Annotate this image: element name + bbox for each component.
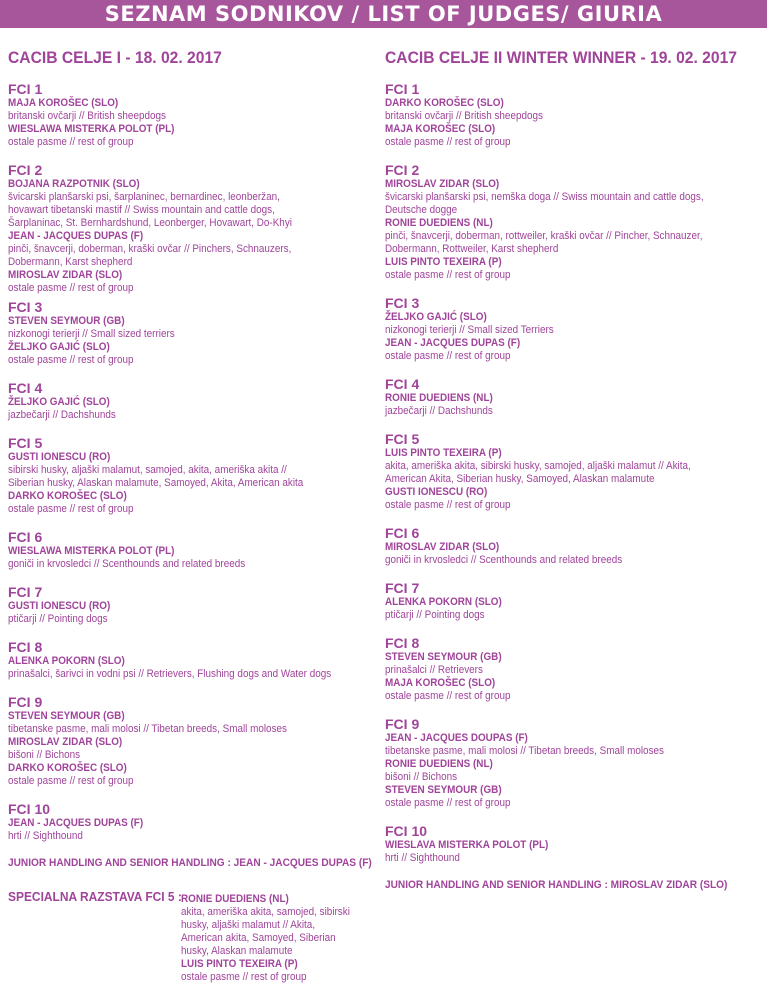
breed-line: Siberian husky, Alaskan malamute, Samoyed, Akita, American akita	[8, 477, 304, 489]
breed-line: goniči in krvosledci // Scenthounds and related breeds	[385, 554, 623, 566]
fci-group-title: FCI 9	[385, 716, 420, 732]
judge-name: ALENKA POKORN (SLO)	[8, 655, 125, 667]
fci-group	[385, 163, 757, 282]
judge-name: ALENKA POKORN (SLO)	[385, 596, 502, 608]
breed-line: Dobermann, Rottweiler, Karst shepherd	[385, 243, 559, 255]
fci-group	[385, 432, 757, 512]
breed-line: American Akita, Siberian husky, Samoyed, Alaskan malamute	[385, 473, 655, 485]
fci-group-title: FCI 1	[385, 81, 420, 97]
breed-line: ostale pasme // rest of group	[385, 690, 511, 702]
breed-line: ostale pasme // rest of group	[8, 282, 134, 294]
judge-name: MAJA KOROŠEC (SLO)	[385, 123, 496, 135]
fci-group	[8, 695, 380, 788]
breed-line: hrti // Sighthound	[385, 852, 460, 864]
page-banner	[0, 0, 767, 28]
judge-name: WIESLAVA MISTERKA POLOT (PL)	[385, 839, 549, 851]
breed-line: akita, ameriška akita, sibirski husky, samojed, aljaški malamut // Akita,	[385, 460, 691, 472]
fci-group	[8, 162, 380, 294]
judge-name: MIROSLAV ZIDAR (SLO)	[8, 269, 123, 281]
judge-name: STEVEN SEYMOUR (GB)	[385, 784, 502, 796]
breed-line: ptičarji // Pointing dogs	[385, 609, 485, 621]
fci-group-title: FCI 1	[8, 81, 43, 97]
breed-line: bišoni // Bichons	[385, 771, 458, 783]
fci-group-title: FCI 8	[385, 635, 420, 651]
judge-name: GUSTI IONESCU (RO)	[8, 451, 111, 463]
breed-line: ostale pasme // rest of group	[8, 354, 134, 366]
judge-name: JEAN - JACQUES DUPAS (F)	[8, 817, 144, 829]
judge-name: LUIS PINTO TEXEIRA (P)	[385, 256, 502, 268]
show-2-groups	[385, 82, 757, 865]
page-title: SEZNAM SODNIKOV / LIST OF JUDGES/ GIURIA	[104, 2, 663, 26]
judge-name: GUSTI IONESCU (RO)	[385, 486, 488, 498]
fci-group	[8, 530, 380, 571]
breed-line: tibetanske pasme, mali molosi // Tibetan breeds, Small moloses	[8, 723, 287, 735]
fci-group	[8, 640, 380, 681]
fci-group	[8, 585, 380, 626]
breed-line: britanski ovčarji // British sheepdogs	[8, 110, 166, 122]
judge-name: DARKO KOROŠEC (SLO)	[8, 762, 127, 774]
fci-group-title: FCI 3	[385, 295, 420, 311]
judge-name: ŽELJKO GAJIĆ (SLO)	[385, 311, 487, 323]
breed-line: pinči, šnavcerji, doberman, rottweiler, kraški ovčar // Pincher, Schnauzer,	[385, 230, 703, 242]
fci-group	[385, 717, 757, 810]
fci-group	[8, 381, 380, 422]
show-1-groups	[8, 82, 380, 843]
breed-line: pinči, šnavcerji, doberman, kraški ovčar // Pinchers, Schnauzers,	[8, 243, 292, 255]
fci-group-title: FCI 4	[8, 380, 43, 396]
fci-group	[8, 436, 380, 516]
breed-line: jazbečarji // Dachshunds	[8, 409, 116, 421]
judge-name: JEAN - JACQUES DOUPAS (F)	[385, 732, 528, 744]
breed-line: American akita, Samoyed, Siberian	[181, 932, 336, 944]
judge-name: LUIS PINTO TEXEIRA (P)	[181, 958, 298, 970]
fci-group-title: FCI 7	[8, 584, 43, 600]
fci-group-title: FCI 10	[385, 823, 428, 839]
show-2-title: CACIB CELJE II WINTER WINNER - 19. 02. 2017	[385, 48, 737, 67]
breed-line: ptičarji // Pointing dogs	[8, 613, 108, 625]
judge-name: WIESLAWA MISTERKA POLOT (PL)	[8, 123, 175, 135]
breed-line: husky, Alaskan malamute	[181, 945, 293, 957]
breed-line: ostale pasme // rest of group	[385, 269, 511, 281]
judge-name: RONIE DUEDIENS (NL)	[385, 392, 493, 404]
judge-name: JEAN - JACQUES DUPAS (F)	[385, 337, 521, 349]
breed-line: ostale pasme // rest of group	[385, 499, 511, 511]
judge-name: DARKO KOROŠEC (SLO)	[385, 97, 504, 109]
fci-group-title: FCI 7	[385, 580, 420, 596]
fci-group	[385, 526, 757, 567]
judge-name: STEVEN SEYMOUR (GB)	[8, 315, 125, 327]
judge-name: MIROSLAV ZIDAR (SLO)	[385, 541, 500, 553]
breed-line: akita, ameriška akita, samojed, sibirski	[181, 906, 350, 918]
judge-name: MAJA KOROŠEC (SLO)	[385, 677, 496, 689]
breed-line: prinašalci // Retrievers	[385, 664, 483, 676]
breed-line: husky, aljaški malamut // Akita,	[181, 919, 316, 931]
breed-line: Dobermann, Karst shepherd	[8, 256, 133, 268]
fci-group-title: FCI 6	[385, 525, 420, 541]
breed-line: jazbečarji // Dachshunds	[385, 405, 493, 417]
fci-group-title: FCI 8	[8, 639, 43, 655]
show-1-title: CACIB CELJE I - 18. 02. 2017	[8, 48, 222, 67]
fci-group	[8, 300, 380, 367]
judge-name: LUIS PINTO TEXEIRA (P)	[385, 447, 502, 459]
fci-group	[385, 581, 757, 622]
judge-name: BOJANA RAZPOTNIK (SLO)	[8, 178, 140, 190]
fci-group-title: FCI 6	[8, 529, 43, 545]
fci-group-title: FCI 3	[8, 299, 43, 315]
breed-line: goniči in krvosledci // Scenthounds and related breeds	[8, 558, 246, 570]
judge-name: RONIE DUEDIENS (NL)	[181, 893, 289, 905]
show-1-handling: JUNIOR HANDLING AND SENIOR HANDLING : JEAN - JACQUES DUPAS (F)	[8, 857, 372, 869]
breed-line: švicarski planšarski psi, nemška doga // Swiss mountain and cattle dogs,	[385, 191, 704, 203]
show-1-column	[8, 48, 380, 984]
breed-line: ostale pasme // rest of group	[181, 971, 307, 983]
fci-group-title: FCI 2	[8, 162, 43, 178]
judge-name: STEVEN SEYMOUR (GB)	[8, 710, 125, 722]
fci-group-title: FCI 10	[8, 801, 51, 817]
breed-line: ostale pasme // rest of group	[385, 136, 511, 148]
breed-line: nizkonogi terierji // Small sized terriers	[8, 328, 175, 340]
fci-group-title: FCI 4	[385, 376, 420, 392]
special-show-judges	[181, 893, 380, 984]
judge-name: MIROSLAV ZIDAR (SLO)	[8, 736, 123, 748]
judge-name: GUSTI IONESCU (RO)	[8, 600, 111, 612]
breed-line: prinašalci, šarivci in vodni psi // Retrievers, Flushing dogs and Water dogs	[8, 668, 332, 680]
judge-name: MIROSLAV ZIDAR (SLO)	[385, 178, 500, 190]
breed-line: ostale pasme // rest of group	[8, 136, 134, 148]
breed-line: bišoni // Bichons	[8, 749, 81, 761]
judge-name: WIESLAWA MISTERKA POLOT (PL)	[8, 545, 175, 557]
fci-group	[8, 82, 380, 149]
breed-line: hrti // Sighthound	[8, 830, 83, 842]
judge-name: DARKO KOROŠEC (SLO)	[8, 490, 127, 502]
judge-name: RONIE DUEDIENS (NL)	[385, 217, 493, 229]
fci-group	[385, 377, 757, 418]
breed-line: ostale pasme // rest of group	[8, 503, 134, 515]
special-show	[8, 888, 380, 984]
breed-line: tibetanske pasme, mali molosi // Tibetan breeds, Small moloses	[385, 745, 664, 757]
breed-line: švicarski planšarski psi, šarplaninec, bernardinec, leonberžan,	[8, 191, 280, 203]
breed-line: Deutsche dogge	[385, 204, 458, 216]
breed-line: ostale pasme // rest of group	[385, 350, 511, 362]
breed-line: ostale pasme // rest of group	[8, 775, 134, 787]
special-show-title: SPECIALNA RAZSTAVA FCI 5 :	[8, 889, 182, 904]
judge-name: RONIE DUEDIENS (NL)	[385, 758, 493, 770]
fci-group-title: FCI 5	[8, 435, 43, 451]
fci-group	[385, 296, 757, 363]
fci-group	[385, 636, 757, 703]
fci-group	[385, 824, 757, 865]
judge-name: ŽELJKO GAJIĆ (SLO)	[8, 396, 110, 408]
judge-name: ŽELJKO GAJIĆ (SLO)	[8, 341, 110, 353]
show-2-column	[385, 48, 757, 892]
show-2-handling: JUNIOR HANDLING AND SENIOR HANDLING : MIROSLAV ZIDAR (SLO)	[385, 879, 728, 891]
breed-line: britanski ovčarji // British sheepdogs	[385, 110, 543, 122]
breed-line: nizkonogi terierji // Small sized Terriers	[385, 324, 554, 336]
judge-name: STEVEN SEYMOUR (GB)	[385, 651, 502, 663]
fci-group	[385, 82, 757, 149]
breed-line: ostale pasme // rest of group	[385, 797, 511, 809]
judge-name: JEAN - JACQUES DUPAS (F)	[8, 230, 144, 242]
fci-group-title: FCI 2	[385, 162, 420, 178]
breed-line: sibirski husky, aljaški malamut, samojed, akita, ameriška akita //	[8, 464, 287, 476]
fci-group-title: FCI 5	[385, 431, 420, 447]
fci-group-title: FCI 9	[8, 694, 43, 710]
breed-line: hovawart tibetanski mastif // Swiss mountain and cattle dogs,	[8, 204, 275, 216]
judge-name: MAJA KOROŠEC (SLO)	[8, 97, 119, 109]
breed-line: Šarplaninac, St. Bernhardshund, Leonberger, Hovawart, Do-Khyi	[8, 217, 292, 229]
fci-group	[8, 802, 380, 843]
